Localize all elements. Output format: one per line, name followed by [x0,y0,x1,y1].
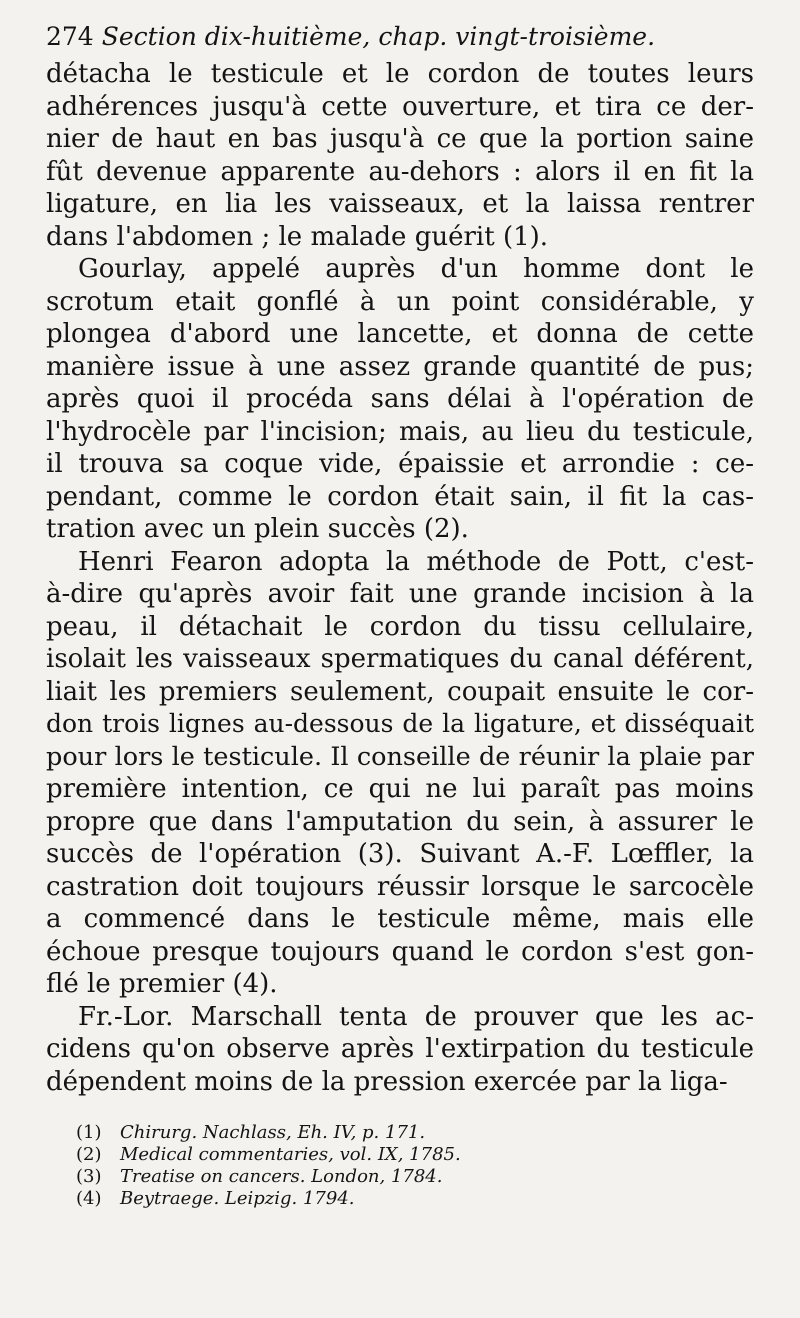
text-line: ligature, en lia les vaisseaux, et la laissa rentrer [46,189,754,219]
text-line: tration avec un plein succès (2). [46,514,469,544]
text-line: dépendent moins de la pression exercée par la liga- [46,1066,728,1097]
footnote [76,1188,754,1210]
text-line: Fr.-Lor. Marschall tenta de prouver que les ac- [78,1001,754,1032]
text-line: liait les premiers seulement, coupait ensuite le cor- [46,676,754,707]
paragraph [46,546,754,1001]
footnote-text: Beytraege. Leipzig. 1794. [120,1188,355,1209]
text-line: à-dire qu'après avoir fait une grande incision à la [46,579,754,609]
running-head [46,20,754,54]
text-line: nier de haut en bas jusqu'à ce que la portion saine [46,124,754,154]
paragraph [46,1001,754,1099]
footnote [76,1144,754,1166]
text-line: propre que dans l'amputation du sein, à assurer le [46,806,754,837]
running-title: Section dix-huitième, chap. vingt-troisième. [101,22,656,51]
footnote-text: Chirurg. Nachlass, Eh. IV, p. 171. [120,1122,426,1143]
footnote-text: Treatise on cancers. London, 1784. [120,1166,443,1187]
text-line: Gourlay, appelé auprès d'un homme dont le [78,254,754,284]
text-line: don trois lignes au-dessous de la ligature, et disséquait [46,709,754,738]
text-line: après quoi il procéda sans délai à l'opération de [46,384,754,414]
text-line: flé le premier (4). [46,969,278,999]
text-line: détacha le testicule et le cordon de toutes leurs [46,59,754,89]
text-line: a commencé dans le testicule même, mais elle [46,904,754,934]
text-line: castration doit toujours réussir lorsque le sarcocèle [46,871,754,902]
text-line: l'hydrocèle par l'incision; mais, au lieu du testicule, [46,416,754,447]
text-line: échoue presque toujours quand le cordon s'est gon- [46,936,754,967]
text-line: cidens qu'on observe après l'extirpation du testicule [46,1034,754,1064]
footnotes [46,1122,754,1210]
text-line: dans l'abdomen ; le malade guérit (1). [46,221,549,252]
footnote [76,1122,754,1144]
text-line: fût devenue apparente au-dehors : alors il en fit la [46,156,754,187]
text-line: Henri Fearon adopta la méthode de Pott, c'est- [78,546,754,577]
text-line: pendant, comme le cordon était sain, il fit la cas- [46,481,754,512]
text-line: pour lors le testicule. Il conseille de réunir la plaie par [46,741,754,772]
footnote-mark: (3) [76,1166,102,1187]
text-line: manière issue à une assez grande quantité de pus; [46,351,754,382]
text-line: peau, il détachait le cordon du tissu cellulaire, [46,611,754,642]
paragraph [46,58,754,253]
text-line: adhérences jusqu'à cette ouverture, et tira ce der- [46,91,754,122]
footnote-mark: (2) [76,1144,102,1165]
footnote [76,1166,754,1188]
body-text [46,58,754,1098]
text-line: plongea d'abord une lancette, et donna de cette [46,319,754,349]
footnote-mark: (1) [76,1122,102,1143]
footnote-text: Medical commentaries, vol. IX, 1785. [120,1144,461,1165]
text-line: il trouva sa coque vide, épaissie et arrondie : ce- [46,449,754,479]
text-line: scrotum etait gonflé à un point considérable, y [46,286,754,317]
footnote-mark: (4) [76,1188,102,1209]
text-line: première intention, ce qui ne lui paraît pas moins [46,774,754,804]
paragraph [46,253,754,546]
page-number: 274 [46,22,94,51]
text-line: succès de l'opération (3). Suivant A.-F. Lœffler, la [46,839,754,869]
text-line: isolait les vaisseaux spermatiques du canal déférent, [46,644,754,674]
